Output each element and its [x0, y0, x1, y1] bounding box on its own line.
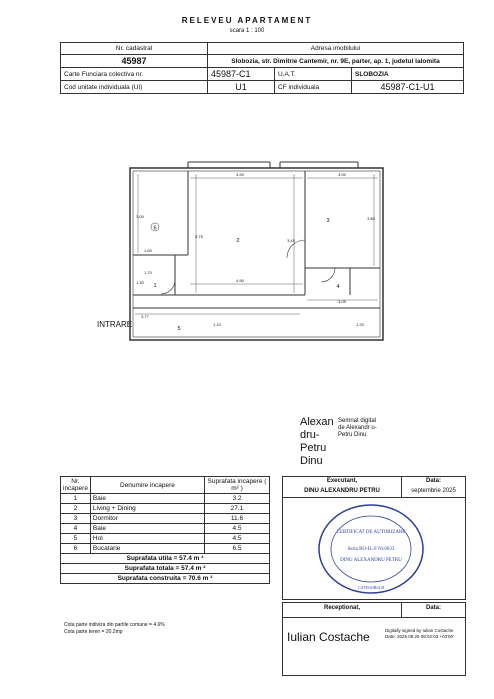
stamp-cat: CATEGORIA B [357, 585, 385, 590]
room-6-label: 6 [153, 225, 157, 232]
cell-name: Hol [90, 534, 204, 544]
dim-text: 3.80 [367, 216, 375, 221]
cf-label: CF individuala [275, 81, 352, 94]
cell-area: 6.5 [205, 544, 270, 554]
dim-text: 3.77 [141, 314, 149, 319]
adresa-value: Slobozia, str. Dimitrie Cantemir, nr. 9E, parter, ap. 1, judetul Ialomita [208, 55, 464, 68]
room-5-label: 5 [177, 326, 181, 332]
header-table [60, 42, 464, 94]
uat-label: U.A.T. [275, 68, 352, 81]
dim-text: 1.30 [136, 280, 144, 285]
digital-signed: Digitally signed by Iulian Costache [385, 628, 454, 633]
cell-area: 4.5 [205, 534, 270, 544]
cf-value: 45987-C1-U1 [352, 81, 464, 94]
note-cota-teren: Cota parte teren = 20.2mp [64, 629, 123, 635]
entry-label: INTRARE [97, 320, 133, 329]
cell-area: 11.6 [205, 514, 270, 524]
room-1-label: 1 [153, 283, 157, 289]
stamp-serie: Seria RO-IL-F Nr.0033 [347, 547, 395, 552]
adresa-label: Adresa imobilului [208, 43, 464, 55]
scale-label: scara 1 : 100 [229, 28, 265, 34]
rooms-table [60, 476, 270, 584]
dim-text: 4.90 [236, 172, 244, 177]
carte-value: 45987-C1 [208, 68, 275, 81]
executant-box [282, 476, 466, 600]
nr-cadastral-label: Nr. cadastral [61, 43, 208, 55]
table-row [61, 504, 270, 514]
cell-area: 3.2 [205, 494, 270, 504]
col-name: Denumire incapere [90, 477, 204, 494]
receptionat-signature [287, 628, 454, 646]
note-cota-comune: Cota parte indiviza din partile comune = 4.6% [64, 622, 165, 628]
cell-nr: 2 [61, 504, 91, 514]
dim-text: 3.00 [338, 172, 346, 177]
table-row [61, 544, 270, 554]
executant-label: Executant, [326, 478, 358, 484]
cod-value: U1 [208, 81, 275, 94]
floor-plan [110, 160, 400, 350]
authorization-stamp [313, 501, 429, 597]
cell-nr: 1 [61, 494, 91, 504]
dim-text: 1.20 [356, 322, 364, 327]
sum-construita: Suprafata construita = 70.6 m ² [61, 574, 270, 584]
dim-text: 1.60 [144, 248, 152, 253]
dim-text: 1.70 [144, 270, 152, 275]
table-row [61, 494, 270, 504]
cell-name: Baie [90, 494, 204, 504]
cod-label: Cod unitate individuala (UI) [61, 81, 208, 94]
cell-name: Dormitor [90, 514, 204, 524]
cell-area: 4.5 [205, 524, 270, 534]
cell-nr: 4 [61, 524, 91, 534]
dim-text: 4.90 [236, 278, 244, 283]
room-4-label: 4 [336, 284, 340, 290]
executant-name: DINU ALEXANDRU PETRU [304, 488, 380, 494]
col-area: Suprafata incapere ( m² ) [205, 477, 270, 494]
cell-name: Bucatarie [90, 544, 204, 554]
sig-digital: Semnat digital de Alexandr u-Petru Dinu [338, 418, 377, 438]
dim-text: 3.00 [136, 214, 144, 219]
stamp-name: DINU ALEXANDRU PETRU [340, 558, 402, 563]
room-2-label: 2 [236, 238, 240, 244]
dim-text: 3.45 [287, 238, 295, 243]
dim-text: 1.10 [213, 322, 221, 327]
receptionat-label: Receptionat, [323, 605, 360, 611]
table-row [61, 514, 270, 524]
room-3-label: 3 [326, 218, 330, 224]
data-label: Data: [425, 478, 441, 484]
cell-nr: 5 [61, 534, 91, 544]
dim-text: 3.05 [338, 299, 346, 304]
table-row [61, 534, 270, 544]
page-title: RELEVEU APARTAMENT [181, 16, 313, 25]
cell-nr: 3 [61, 514, 91, 524]
cell-name: Baie [90, 524, 204, 534]
digital-date: Date: 2025.09.26 08:02:03 +03'00' [385, 634, 454, 639]
cell-name: Living + Dining [90, 504, 204, 514]
nr-cadastral-value: 45987 [61, 55, 208, 68]
cell-nr: 6 [61, 544, 91, 554]
dim-text: 5.75 [195, 234, 203, 239]
uat-value: SLOBOZIA [352, 68, 464, 81]
stamp-title: CERTIFICAT DE AUTORIZARE [336, 530, 406, 535]
sum-totala: Suprafata totala = 57.4 m ² [61, 564, 270, 574]
table-row [61, 524, 270, 534]
executant-date: septembrie 2025 [411, 488, 456, 494]
sig-name: Alexan dru-Petru Dinu [300, 416, 334, 467]
carte-label: Carte Funciara colectiva nr. [61, 68, 208, 81]
cell-area: 27.1 [205, 504, 270, 514]
col-nr: Nr. incapere [61, 477, 91, 494]
executant-signature [300, 416, 380, 476]
recep-data-label: Data: [425, 605, 441, 611]
signer-name: Iulian Costache [287, 630, 370, 644]
sum-utila: Suprafata utila = 57.4 m ² [61, 554, 270, 564]
